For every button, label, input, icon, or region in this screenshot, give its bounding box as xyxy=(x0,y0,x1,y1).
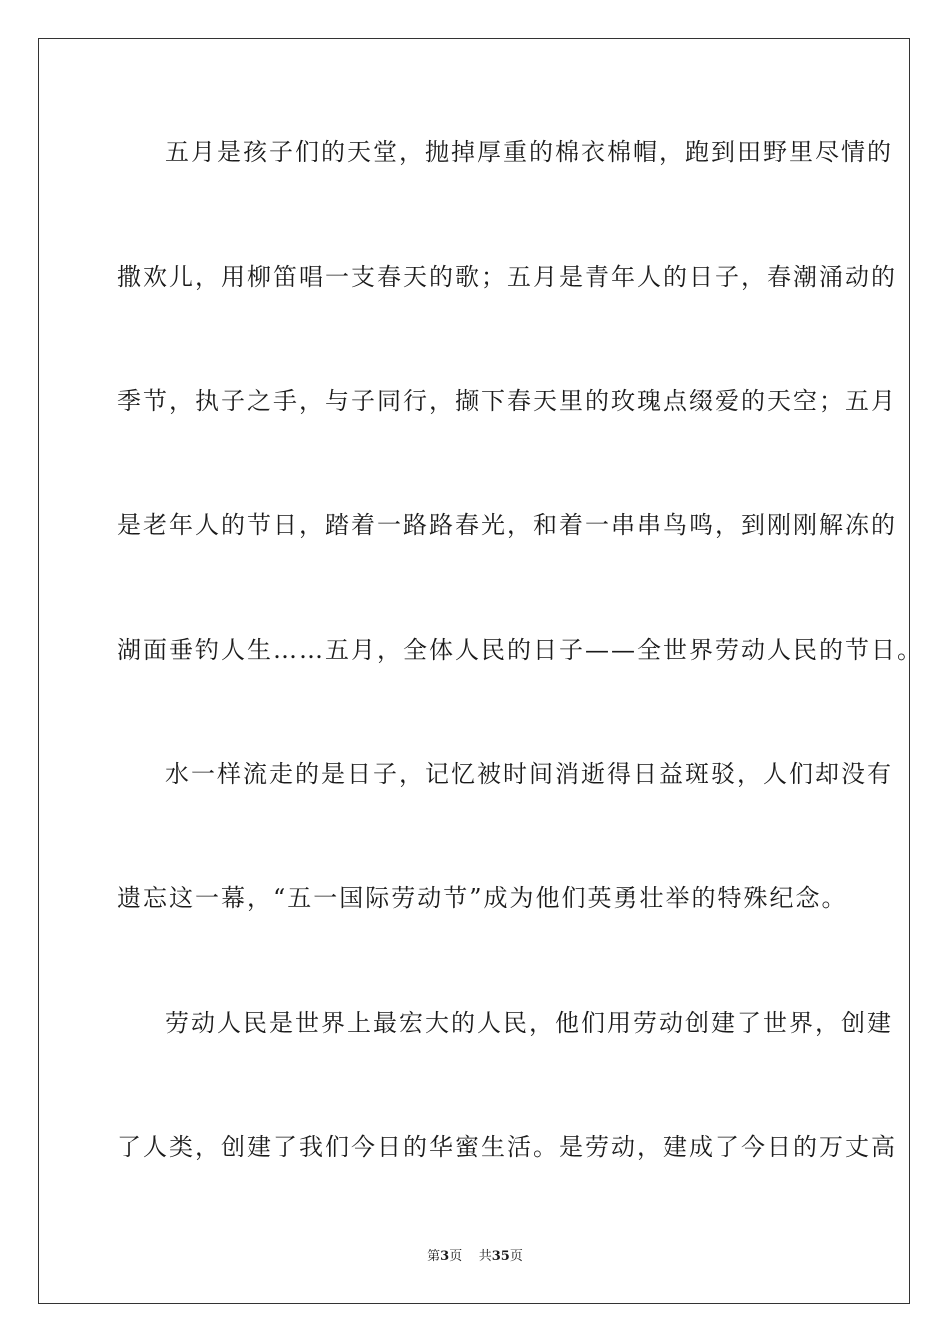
paragraph-3-line-1: 劳动人民是世界上最宏大的人民，他们用劳动创建了世界，创建 xyxy=(165,1009,893,1037)
footer-page-suffix: 页 xyxy=(449,1249,463,1264)
footer-total-pages: 35 xyxy=(491,1249,510,1264)
paragraph-1-line-4: 是老年人的节日，踏着一路路春光，和着一串串鸟鸣，到刚刚解冻的 xyxy=(117,511,897,539)
paragraph-1-line-1: 五月是孩子们的天堂，抛掉厚重的棉衣棉帽，跑到田野里尽情的 xyxy=(165,138,893,166)
page-footer xyxy=(0,1249,950,1265)
paragraph-1-line-2: 撒欢儿，用柳笛唱一支春天的歌；五月是青年人的日子，春潮涌动的 xyxy=(117,263,897,291)
footer-page-number: 3 xyxy=(440,1249,450,1264)
paragraph-2-line-2: 遗忘这一幕，“五一国际劳动节”成为他们英勇壮举的特殊纪念。 xyxy=(117,884,848,912)
footer-total-suffix: 页 xyxy=(509,1249,523,1264)
paragraph-2-line-1: 水一样流走的是日子，记忆被时间消逝得日益斑驳，人们却没有 xyxy=(165,760,893,788)
footer-total-prefix: 共 xyxy=(478,1249,492,1264)
page-frame xyxy=(38,38,923,1304)
footer-page-prefix: 第 xyxy=(427,1249,441,1264)
paragraph-1-line-5: 湖面垂钓人生……五月，全体人民的日子——全世界劳动人民的节日。 xyxy=(117,636,923,664)
paragraph-1-line-3: 季节，执子之手，与子同行，撷下春天里的玫瑰点缀爱的天空；五月 xyxy=(117,387,897,415)
paragraph-3-line-2: 了人类，创建了我们今日的华蜜生活。是劳动，建成了今日的万丈高 xyxy=(117,1133,897,1161)
